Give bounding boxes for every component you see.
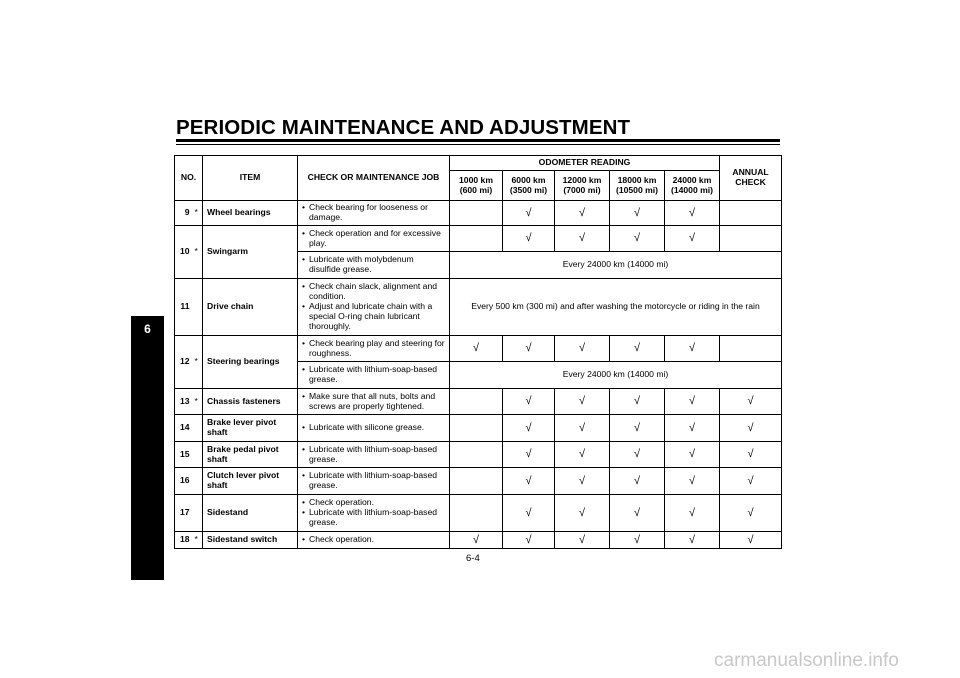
check-mark: √	[610, 442, 665, 468]
row-job: • Check operation. • Lubricate with lithium-soap-based grease.	[298, 495, 450, 532]
row-item: Steering bearings	[203, 336, 298, 389]
check-mark: √	[720, 532, 782, 549]
header-no: NO.	[175, 156, 203, 201]
table-row	[175, 532, 782, 549]
row-job: • Lubricate with lithium-soap-based grease.	[298, 362, 450, 389]
check-mark: √	[450, 336, 503, 362]
title-rule-thick	[176, 139, 780, 142]
header-odo-col: 12000 km (7000 mi)	[555, 171, 610, 201]
row-star: *	[193, 336, 203, 389]
row-job: • Make sure that all nuts, bolts and screws are properly tightened.	[298, 389, 450, 415]
check-mark: √	[720, 495, 782, 532]
header-odo-col: 18000 km (10500 mi)	[610, 171, 665, 201]
table-row	[175, 415, 782, 442]
check-mark: √	[503, 495, 555, 532]
maintenance-table	[174, 155, 782, 549]
title-rule-thin	[176, 144, 780, 145]
row-number: 18	[175, 532, 193, 549]
check-mark: √	[555, 495, 610, 532]
check-mark: √	[665, 226, 720, 252]
header-job: CHECK OR MAINTENANCE JOB	[298, 156, 450, 201]
check-mark: √	[555, 532, 610, 549]
check-mark: √	[720, 468, 782, 495]
row-star	[193, 279, 203, 336]
row-star	[193, 415, 203, 442]
check-mark: √	[555, 442, 610, 468]
check-mark: √	[555, 468, 610, 495]
check-mark: √	[720, 415, 782, 442]
row-job: • Check operation.	[298, 532, 450, 549]
row-star: *	[193, 532, 203, 549]
row-number: 14	[175, 415, 193, 442]
check-mark: √	[665, 468, 720, 495]
check-mark: √	[610, 201, 665, 226]
check-mark: √	[610, 336, 665, 362]
check-mark: √	[503, 468, 555, 495]
row-job: • Check operation and for excessive play.	[298, 226, 450, 252]
table-row	[175, 442, 782, 468]
row-item: Sidestand	[203, 495, 298, 532]
row-job: • Lubricate with molybdenum disulfide grease.	[298, 252, 450, 279]
check-mark: √	[610, 495, 665, 532]
check-mark: √	[503, 226, 555, 252]
check-mark: √	[610, 226, 665, 252]
row-item: Brake lever pivot shaft	[203, 415, 298, 442]
check-mark: √	[555, 201, 610, 226]
row-star: *	[193, 389, 203, 415]
row-item: Swingarm	[203, 226, 298, 279]
row-job: • Check bearing play and steering for roughness.	[298, 336, 450, 362]
row-number: 15	[175, 442, 193, 468]
row-item: Sidestand switch	[203, 532, 298, 549]
watermark: carmanualsonline.info	[714, 650, 899, 671]
check-mark: √	[720, 389, 782, 415]
row-job: • Check bearing for looseness or damage.	[298, 201, 450, 226]
check-mark: √	[503, 415, 555, 442]
header-item: ITEM	[203, 156, 298, 201]
interval-note: Every 500 km (300 mi) and after washing the motorcycle or riding in the rain	[450, 279, 782, 336]
page-number: 6-4	[466, 553, 480, 564]
row-number: 10	[175, 226, 193, 279]
check-mark: √	[665, 532, 720, 549]
check-mark: √	[555, 336, 610, 362]
check-mark: √	[665, 389, 720, 415]
row-number: 12	[175, 336, 193, 389]
row-item: Wheel bearings	[203, 201, 298, 226]
header-annual-check: ANNUAL CHECK	[720, 156, 782, 201]
table-row	[175, 495, 782, 532]
table-row	[175, 468, 782, 495]
header-odometer: ODOMETER READING	[450, 156, 720, 171]
header-odo-col: 24000 km (14000 mi)	[665, 171, 720, 201]
chapter-tab	[131, 316, 164, 580]
check-mark: √	[555, 226, 610, 252]
header-odo-col: 6000 km (3500 mi)	[503, 171, 555, 201]
check-mark: √	[503, 442, 555, 468]
row-item: Chassis fasteners	[203, 389, 298, 415]
row-star: *	[193, 201, 203, 226]
check-mark: √	[720, 442, 782, 468]
check-mark: √	[450, 532, 503, 549]
row-job: • Lubricate with silicone grease.	[298, 415, 450, 442]
row-star: *	[193, 226, 203, 279]
row-number: 11	[175, 279, 193, 336]
check-mark: √	[610, 389, 665, 415]
header-odo-col: 1000 km (600 mi)	[450, 171, 503, 201]
check-mark: √	[610, 532, 665, 549]
table-row	[175, 226, 782, 252]
row-job: • Lubricate with lithium-soap-based grease.	[298, 442, 450, 468]
interval-note: Every 24000 km (14000 mi)	[450, 362, 782, 389]
row-star	[193, 468, 203, 495]
page-title: PERIODIC MAINTENANCE AND ADJUSTMENT	[176, 116, 631, 139]
check-mark: √	[555, 389, 610, 415]
row-number: 9	[175, 201, 193, 226]
row-star	[193, 442, 203, 468]
row-job: • Check chain slack, alignment and condition. • Adjust and lubricate chain with a special O-ring chain lubricant thoroughly.	[298, 279, 450, 336]
check-mark: √	[503, 389, 555, 415]
table-row	[175, 336, 782, 362]
check-mark: √	[503, 336, 555, 362]
row-item: Clutch lever pivot shaft	[203, 468, 298, 495]
row-star	[193, 495, 203, 532]
interval-note: Every 24000 km (14000 mi)	[450, 252, 782, 279]
check-mark: √	[610, 468, 665, 495]
chapter-tab-number: 6	[144, 322, 151, 336]
table-row	[175, 279, 782, 336]
row-item: Drive chain	[203, 279, 298, 336]
check-mark: √	[665, 201, 720, 226]
row-number: 17	[175, 495, 193, 532]
row-item: Brake pedal pivot shaft	[203, 442, 298, 468]
row-number: 13	[175, 389, 193, 415]
table-row	[175, 389, 782, 415]
check-mark: √	[503, 532, 555, 549]
check-mark: √	[555, 415, 610, 442]
check-mark: √	[610, 415, 665, 442]
row-job: • Lubricate with lithium-soap-based grease.	[298, 468, 450, 495]
check-mark: √	[665, 495, 720, 532]
table-row	[175, 201, 782, 226]
row-number: 16	[175, 468, 193, 495]
check-mark: √	[665, 415, 720, 442]
check-mark: √	[665, 442, 720, 468]
check-mark: √	[665, 336, 720, 362]
check-mark: √	[503, 201, 555, 226]
